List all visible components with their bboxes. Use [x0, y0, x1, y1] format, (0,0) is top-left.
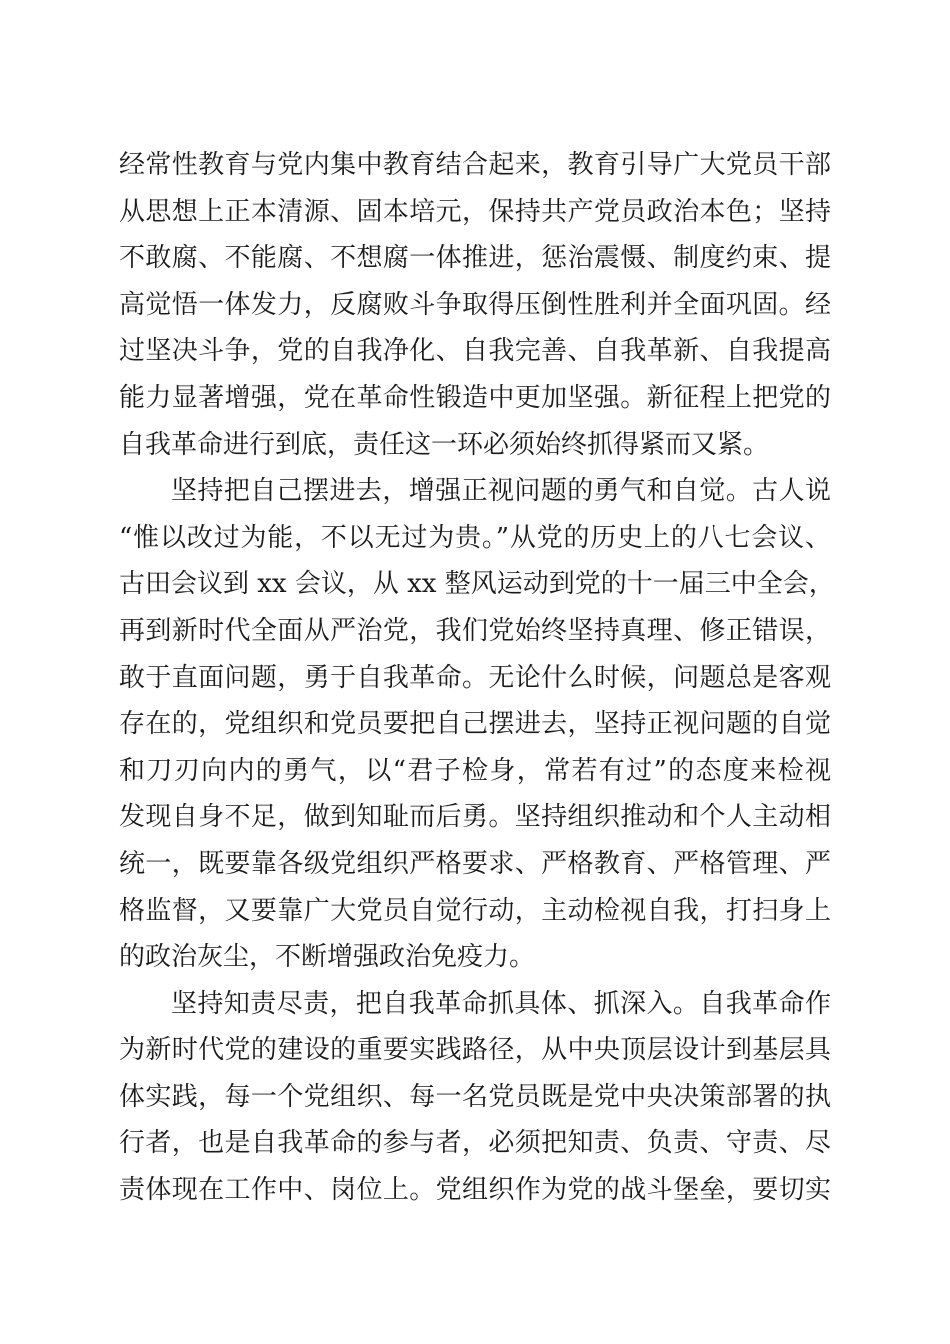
text-line: 坚持把自己摆进去，增强正视问题的勇气和自觉。古人说: [171, 476, 831, 507]
paragraph-1: [119, 142, 831, 468]
text-line: 统一，既要靠各级党组织严格要求、严格教育、严格管理、严: [119, 848, 831, 879]
text-line: 能力显著增强，党在革命性锻造中更加坚强。新征程上把党的: [119, 382, 831, 413]
text-line: 过坚决斗争，党的自我净化、自我完善、自我革新、自我提高: [119, 336, 831, 367]
text-line: 敢于直面问题，勇于自我革命。无论什么时候，问题总是客观: [119, 662, 831, 693]
text-line: 行者，也是自我革命的参与者，必须把知责、负责、守责、尽: [119, 1128, 831, 1159]
text-line: 的政治灰尘，不断增强政治免疫力。: [119, 942, 536, 973]
text-line: 坚持知责尽责，把自我革命抓具体、抓深入。自我革命作: [171, 988, 831, 1019]
text-line: 不敢腐、不能腐、不想腐一体推进，惩治震慑、制度约束、提: [119, 243, 831, 274]
text-line: 和刀刃向内的勇气，以“君子检身，常若有过”的态度来检视: [119, 755, 831, 786]
text-line: 高觉悟一体发力，反腐败斗争取得压倒性胜利并全面巩固。经: [119, 289, 831, 320]
paragraph-3: [119, 981, 831, 1214]
text-line: 古田会议到 xx 会议，从 xx 整风运动到党的十一届三中全会，: [119, 569, 835, 600]
text-line: 自我革命进行到底，责任这一环必须始终抓得紧而又紧。: [119, 429, 770, 460]
text-line: 从思想上正本清源、固本培元，保持共产党员政治本色；坚持: [119, 196, 831, 227]
text-line: 格监督，又要靠广大党员自觉行动，主动检视自我，打扫身上: [119, 895, 831, 926]
text-line: 体实践，每一个党组织、每一名党员既是党中央决策部署的执: [119, 1081, 831, 1112]
text-line: 责体现在工作中、岗位上。党组织作为党的战斗堡垒，要切实: [119, 1175, 831, 1206]
text-line: “惟以改过为能，不以无过为贵。”从党的历史上的八七会议、: [119, 522, 831, 553]
document-body: [119, 142, 835, 1214]
text-line: 存在的，党组织和党员要把自己摆进去，坚持正视问题的自觉: [119, 709, 831, 740]
text-line: 再到新时代全面从严治党，我们党始终坚持真理、修正错误，: [119, 615, 831, 646]
paragraph-2: [119, 468, 835, 981]
text-line: 为新时代党的建设的重要实践路径，从中央顶层设计到基层具: [119, 1035, 831, 1066]
text-line: 经常性教育与党内集中教育结合起来，教育引导广大党员干部: [119, 150, 831, 180]
text-line: 发现自身不足，做到知耻而后勇。坚持组织推动和个人主动相: [119, 802, 831, 833]
